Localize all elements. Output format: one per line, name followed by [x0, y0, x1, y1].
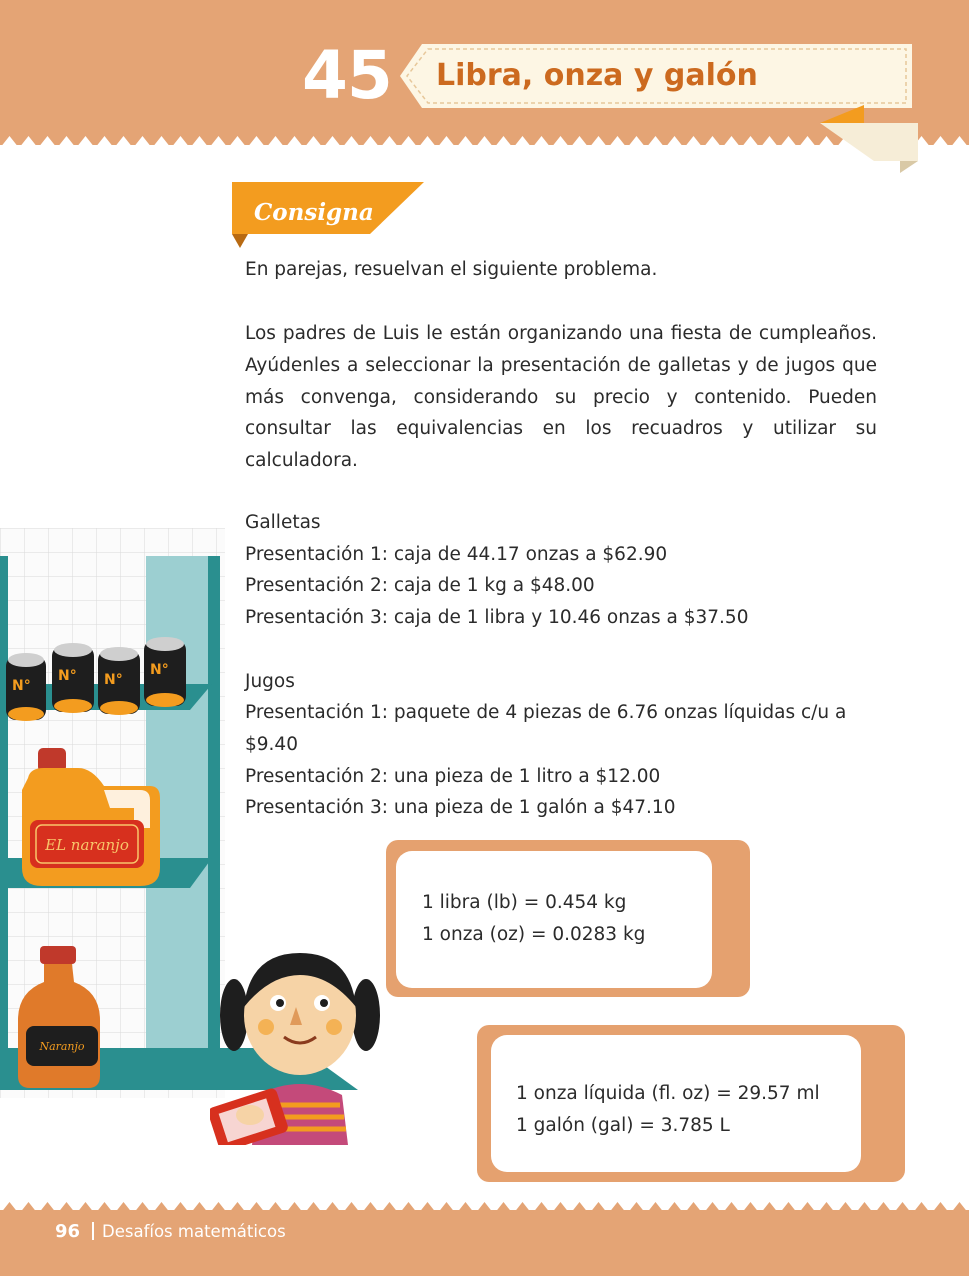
jug-label: EL naranjo — [45, 836, 129, 854]
galletas-item: Presentación 3: caja de 1 libra y 10.46 onzas a $37.50 — [245, 607, 749, 628]
galletas-item: Presentación 1: caja de 44.17 onzas a $62.90 — [245, 544, 668, 565]
equivalence-onza-liquida: 1 onza líquida (fl. oz) = 29.57 ml — [516, 1083, 820, 1104]
girl-illustration — [210, 945, 390, 1145]
jugos-item-continued: $9.40 — [245, 734, 298, 755]
cookie-can-label: N° — [150, 662, 169, 678]
consigna-label: Consigna — [254, 199, 374, 226]
footer-separator — [92, 1222, 94, 1240]
intro-text: En parejas, resuelvan el siguiente problema. — [245, 259, 658, 280]
equivalence-onza: 1 onza (oz) = 0.0283 kg — [422, 924, 646, 945]
bottle-label: Naranjo — [39, 1040, 85, 1053]
book-title: Desafíos matemáticos — [102, 1222, 286, 1241]
cookie-can-label: N° — [104, 672, 123, 688]
galletas-item: Presentación 2: caja de 1 kg a $48.00 — [245, 575, 595, 596]
equivalence-galon: 1 galón (gal) = 3.785 L — [516, 1115, 730, 1136]
page-number: 96 — [55, 1221, 81, 1242]
cookie-can-label: N° — [12, 678, 31, 694]
lesson-title: Libra, onza y galón — [436, 58, 758, 93]
jugos-heading: Jugos — [245, 671, 295, 692]
jugos-item: Presentación 1: paquete de 4 piezas de 6.76 onzas líquidas c/u a — [245, 702, 847, 723]
lesson-number: 45 — [302, 37, 392, 114]
jugos-item: Presentación 2: una pieza de 1 litro a $12.00 — [245, 766, 661, 787]
jugos-item: Presentación 3: una pieza de 1 galón a $47.10 — [245, 797, 676, 818]
galletas-heading: Galletas — [245, 512, 321, 533]
footer-zigzag-edge — [0, 1198, 969, 1214]
problem-text: Los padres de Luis le están organizando una fiesta de cumpleaños. Ayúdenles a seleccionar la presentación de galletas y de jugos que más convenga, considerando su precio y contenido. Pueden consultar las equivalencias en los recuadros y utilizar su calculadora. — [245, 323, 877, 472]
equivalence-libra: 1 libra (lb) = 0.454 kg — [422, 892, 627, 913]
ribbon-fold-decoration — [820, 105, 918, 173]
cookie-can-label: N° — [58, 668, 77, 684]
